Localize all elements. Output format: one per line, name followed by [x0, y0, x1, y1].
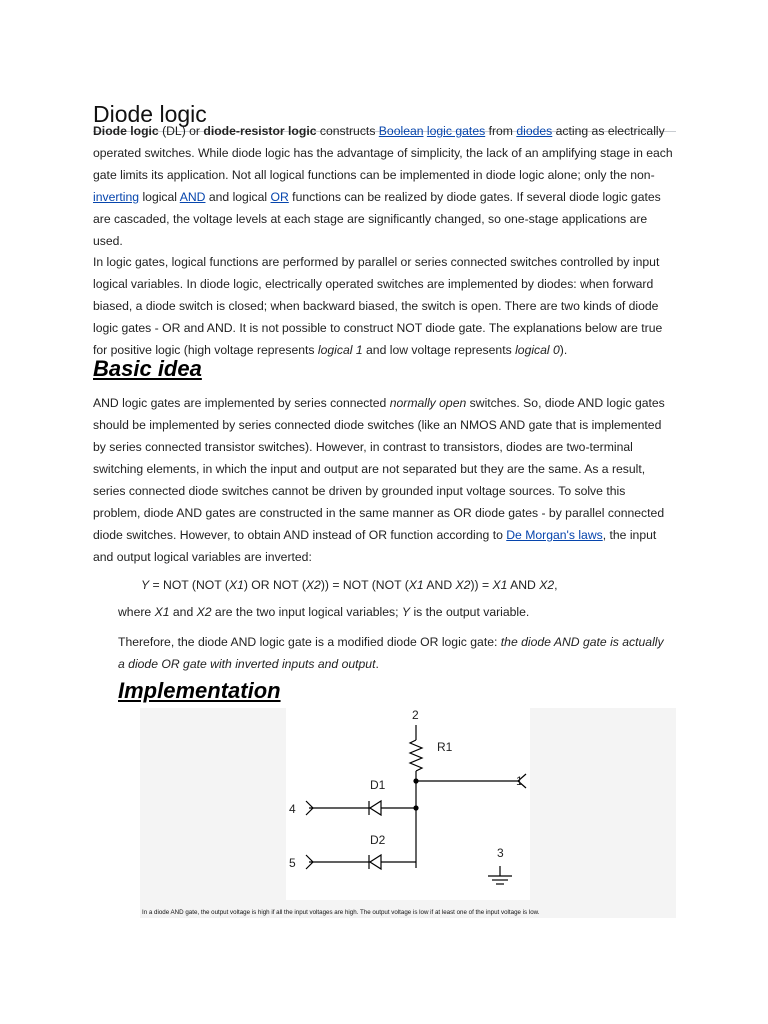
intro-paragraph	[93, 120, 673, 252]
intro-text: functions can be realized by diode gates. If several diode logic gates are cascaded, the voltage levels at each stage are significantly changed, so one-stage applications are used.	[93, 190, 661, 248]
term-normally-open: normally open	[389, 396, 467, 410]
section-heading-implementation: Implementation	[118, 678, 281, 703]
diode-label-d2: D2	[370, 833, 386, 847]
intro-text: acting as electrically operated switches. While diode logic has the advantage of simplicity, the lack of an amplifying stage in each gate limits its application. Not all logical functions can be implemented in diode logic alone; only the non-	[93, 124, 673, 182]
junction-dot	[413, 805, 418, 810]
term-diode-logic: Diode logic	[93, 124, 159, 138]
schematic-background	[286, 708, 530, 900]
intro-text: logical	[139, 190, 180, 204]
var-y: Y	[141, 578, 150, 592]
term-logical-1: logical 1	[317, 343, 363, 357]
para-text: and	[169, 605, 197, 619]
var-x1: X1	[154, 605, 170, 619]
para-text: AND logic gates are implemented by series connected	[93, 396, 390, 410]
link-and[interactable]: AND	[179, 190, 206, 204]
link-inverting[interactable]: inverting	[93, 190, 140, 204]
node-label-5: 5	[289, 856, 296, 870]
figure-caption: In a diode AND gate, the output voltage is high if all the input voltages are high. The output voltage is low if at least one of the input voltage is low.	[142, 909, 540, 916]
var-x2: X2	[539, 578, 555, 592]
para-text: switches. So, diode AND logic gates should be implemented by series connected diode switches (like an NMOS AND gate that is implemented by series connected transistor switches). However, in contrast to transistors, diodes are two-terminal switching elements, in which the input and output are not separated but they are the same. As a result, series connected diode switches cannot be driven by grounded input voltage sources. To solve this problem, diode AND gates are constructed in the same manner as OR diode gates - by parallel connected diode switches. However, to obtain AND instead of OR function according to	[93, 396, 665, 542]
formula-text: AND	[507, 578, 540, 592]
para-text: Therefore, the diode AND logic gate is a modified diode OR logic gate:	[118, 635, 501, 649]
link-or[interactable]: OR	[270, 190, 289, 204]
circuit-figure	[140, 708, 676, 918]
term-logical-0: logical 0	[515, 343, 560, 357]
where-paragraph	[118, 601, 678, 623]
para-text: , the input and output logical variables are inverted:	[93, 528, 657, 564]
intro-text: from	[485, 124, 517, 138]
logic-gates-paragraph	[93, 251, 673, 361]
intro-text: and logical	[205, 190, 271, 204]
para-text: is the output variable.	[410, 605, 530, 619]
node-label-4: 4	[289, 802, 296, 816]
var-x2: X2	[455, 578, 471, 592]
var-x1: X1	[492, 578, 508, 592]
node-label-1: 1	[516, 774, 523, 788]
para-text: where	[118, 605, 155, 619]
link-de-morgans-laws[interactable]: De Morgan's laws	[506, 528, 603, 542]
para-text: .	[375, 657, 379, 671]
therefore-paragraph	[118, 631, 673, 675]
formula-text: AND	[423, 578, 456, 592]
intro-text: (DL) or	[158, 124, 204, 138]
link-boolean[interactable]: Boolean	[378, 124, 424, 138]
formula-text: )) = NOT (NOT (	[320, 578, 409, 592]
var-x2: X2	[196, 605, 212, 619]
formula-text: ) OR NOT (	[243, 578, 306, 592]
de-morgan-formula	[141, 575, 558, 595]
emphasis-and-is-or: the diode AND gate is actually a diode OR gate with inverted inputs and output	[118, 635, 664, 671]
term-diode-resistor-logic: diode-resistor logic	[203, 124, 317, 138]
para-text: ).	[559, 343, 568, 357]
link-logic-gates[interactable]: logic gates	[426, 124, 486, 138]
junction-dot	[413, 778, 418, 783]
diode-and-gate-schematic	[286, 708, 530, 900]
node-label-2: 2	[412, 708, 419, 722]
formula-text: ,	[554, 578, 558, 592]
para-text: are the two input logical variables;	[211, 605, 402, 619]
formula-text: = NOT (NOT (	[149, 578, 229, 592]
diode-label-d1: D1	[370, 778, 386, 792]
var-x1: X1	[408, 578, 424, 592]
para-text: In logic gates, logical functions are performed by parallel or series connected switches controlled by input logical variables. In diode logic, electrically operated switches are implemented by diodes: when forward biased, a diode switch is closed; when backward biased, the switch is open. There are two kinds of diode logic gates - OR and AND. It is not possible to construct NOT diode gate. The explanations below are true for positive logic (high voltage represents	[93, 255, 663, 357]
resistor-label-r1: R1	[437, 740, 453, 754]
node-label-3: 3	[497, 846, 504, 860]
link-diodes[interactable]: diodes	[516, 124, 553, 138]
formula-text: )) =	[470, 578, 493, 592]
section-heading-basic-idea: Basic idea	[93, 356, 202, 381]
basic-idea-paragraph	[93, 392, 673, 568]
intro-text: constructs	[316, 124, 379, 138]
page-title: Diode logic	[93, 101, 676, 132]
var-y: Y	[401, 605, 411, 619]
var-x2: X2	[305, 578, 321, 592]
var-x1: X1	[228, 578, 244, 592]
para-text: and low voltage represents	[362, 343, 516, 357]
